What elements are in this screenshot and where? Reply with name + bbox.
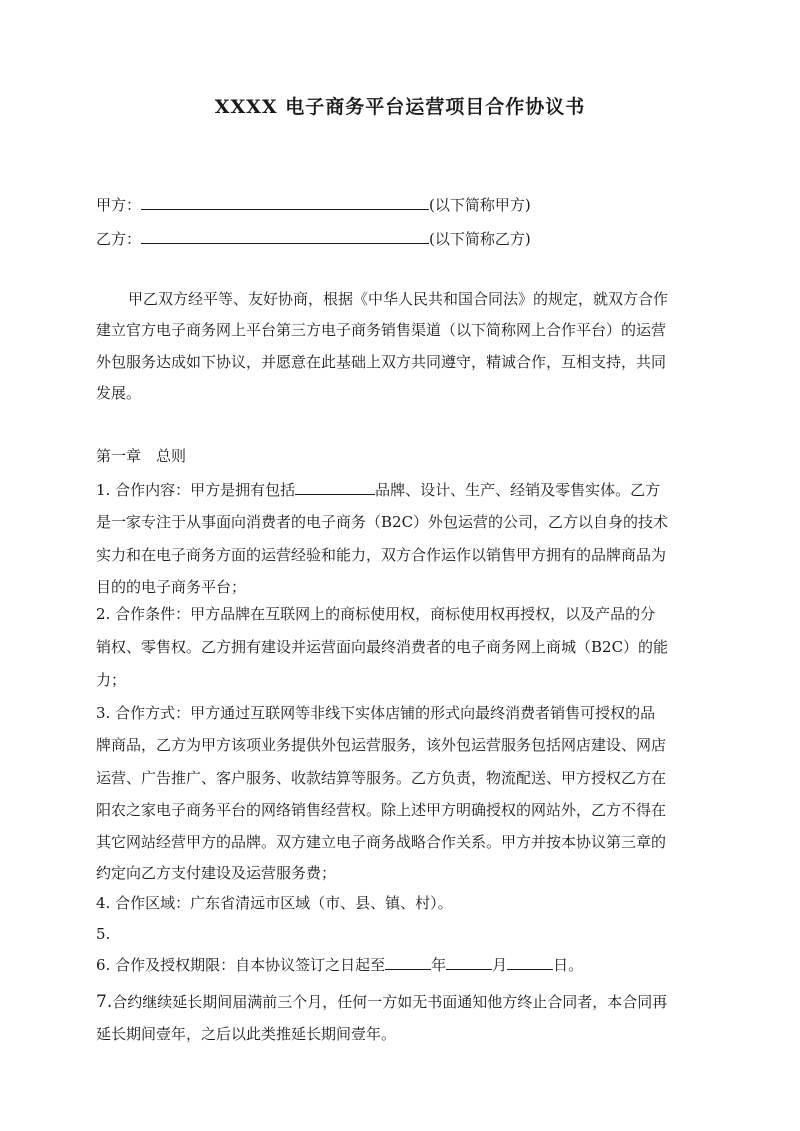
party-b-line bbox=[96, 228, 531, 249]
clause-4-line: 4. 合作区域：广东省清远市区域（市、县、镇、村）。 bbox=[96, 894, 453, 912]
clause-1-line: 目的的电子商务平台； bbox=[96, 578, 247, 596]
chapter-heading: 第一章 总则 bbox=[96, 447, 187, 465]
clause-6-line bbox=[96, 954, 583, 975]
preamble-line: 发展。 bbox=[96, 384, 142, 402]
party-b-suffix: (以下简称乙方) bbox=[429, 230, 531, 248]
clause-1-line bbox=[96, 479, 660, 500]
clause-3-line: 运营、广告推广、客户服务、收款结算等服务。乙方负责，物流配送、甲方授权乙方在 bbox=[96, 769, 667, 787]
clause-2-line: 销权、零售权。乙方拥有建设并运营面向最终消费者的电子商务网上商城（B2C）的能 bbox=[96, 638, 669, 656]
party-a-label: 甲方： bbox=[96, 196, 142, 214]
day-blank[interactable] bbox=[507, 954, 553, 970]
party-a-blank[interactable] bbox=[141, 194, 429, 210]
year-label: 年 bbox=[431, 956, 447, 974]
document-title: XXXX 电子商务平台运营项目合作协议书 bbox=[214, 96, 586, 118]
preamble-line: 建立官方电子商务网上平台第三方电子商务销售渠道（以下简称网上合作平台）的运营 bbox=[96, 321, 667, 339]
clause-6-prefix: 6. 合作及授权期限：自本协议签订之日起至 bbox=[96, 956, 386, 974]
clause-3-line: 牌商品，乙方为甲方该项业务提供外包运营服务，该外包运营服务包括网店建设、网店 bbox=[96, 736, 667, 754]
clause-2-line: 2. 合作条件：甲方品牌在互联网上的商标使用权，商标使用权再授权，以及产品的分 bbox=[96, 605, 656, 623]
clause-7-line bbox=[96, 992, 667, 1012]
preamble-line: 甲乙双方经平等、友好协商，根据《中华人民共和国合同法》的规定，就双方合作 bbox=[128, 290, 669, 308]
clause-3-line: 阳农之家电子商务平台的网络销售经营权。除上述甲方明确授权的网站外，乙方不得在 bbox=[96, 801, 667, 819]
month-blank[interactable] bbox=[446, 954, 492, 970]
month-label: 月 bbox=[492, 956, 508, 974]
party-a-suffix: (以下简称甲方) bbox=[429, 196, 531, 214]
party-b-label: 乙方： bbox=[96, 230, 142, 248]
preamble-line: 外包服务达成如下协议，并愿意在此基础上双方共同遵守，精诚合作，互相支持，共同 bbox=[96, 353, 667, 371]
year-blank[interactable] bbox=[385, 954, 431, 970]
day-label: 日。 bbox=[553, 956, 584, 974]
brand-blank[interactable] bbox=[295, 479, 375, 495]
clause-7-first: 合约继续延长期间届满前三个月，任何一方如无书面通知他方终止合同者，本合同再 bbox=[112, 993, 668, 1011]
clause-3-line: 约定向乙方支付建设及运营服务费； bbox=[96, 864, 337, 882]
clause-5-line: 5. bbox=[96, 925, 111, 943]
clause-3-line: 其它网站经营甲方的品牌。双方建立电子商务战略合作关系。甲方并按本协议第三章的 bbox=[96, 833, 667, 851]
clause-1-rest: 品牌、设计、生产、经销及零售实体。乙方 bbox=[375, 481, 661, 499]
clause-3-line: 3. 合作方式：甲方通过互联网等非线下实体店铺的形式向最终消费者销售可授权的品 bbox=[96, 704, 656, 722]
clause-1-prefix: 1. 合作内容：甲方是拥有包括 bbox=[96, 481, 296, 499]
clause-2-line: 力； bbox=[96, 671, 127, 689]
clause-7-line: 延长期间壹年，之后以此类推延长期间壹年。 bbox=[96, 1025, 397, 1043]
clause-7-number: 7. bbox=[96, 992, 113, 1012]
clause-1-line: 实力和在电子商务方面的运营经验和能力，双方合作运作以销售甲方拥有的品牌商品为 bbox=[96, 546, 667, 564]
clause-1-line: 是一家专注于从事面向消费者的电子商务（B2C）外包运营的公司，乙方以自身的技术 bbox=[96, 513, 669, 531]
party-a-line bbox=[96, 194, 531, 215]
party-b-blank[interactable] bbox=[141, 228, 429, 244]
